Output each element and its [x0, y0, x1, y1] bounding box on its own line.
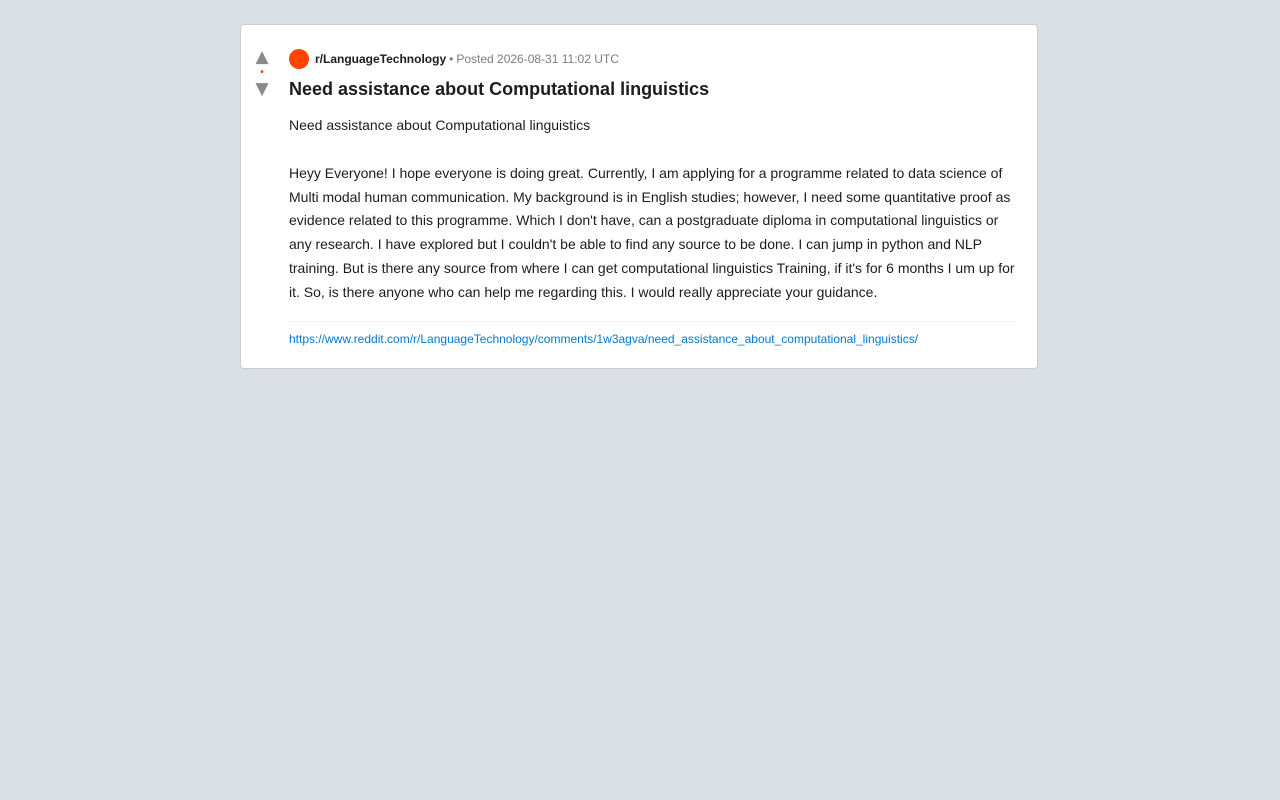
- downvote-icon[interactable]: ▼: [255, 79, 269, 99]
- post-timestamp: Posted 2026-08-31 11:02 UTC: [456, 52, 619, 66]
- post-title[interactable]: Need assistance about Computational linguistics: [289, 79, 710, 99]
- paragraph-gap: [289, 138, 1015, 162]
- meta-separator: •: [449, 52, 454, 66]
- post-card: [240, 24, 1038, 369]
- vote-column: [241, 47, 283, 99]
- divider: [289, 321, 1015, 322]
- post-permalink[interactable]: https://www.reddit.com/r/LanguageTechnology/comments/1w3agva/need_assistance_about_computational_linguistics/: [289, 332, 919, 346]
- subreddit-avatar-icon[interactable]: [289, 49, 309, 69]
- post-body-main: Heyy Everyone! I hope everyone is doing great. Currently, I am applying for a programme related to data science of Multi modal human communication. My background is in English studies; however, I need some quantitative proof as evidence related to this programme. Which I don't have, can a postgraduate diploma in computational linguistics or any research. I have explored but I couldn't be able to find any source to be done. I can jump in python and NLP training. But is there any source from where I can get computational linguistics Training, if it's for 6 months I um up for it. So, is there anyone who can help me regarding this. I would really appreciate your guidance.: [289, 164, 1015, 300]
- post-body-intro: Need assistance about Computational linguistics: [289, 117, 591, 133]
- post-meta: [289, 49, 619, 69]
- subreddit-name[interactable]: r/LanguageTechnology: [315, 52, 447, 66]
- post-body: [289, 114, 1015, 305]
- upvote-icon[interactable]: ▲: [255, 47, 269, 67]
- vote-score: •: [260, 67, 264, 78]
